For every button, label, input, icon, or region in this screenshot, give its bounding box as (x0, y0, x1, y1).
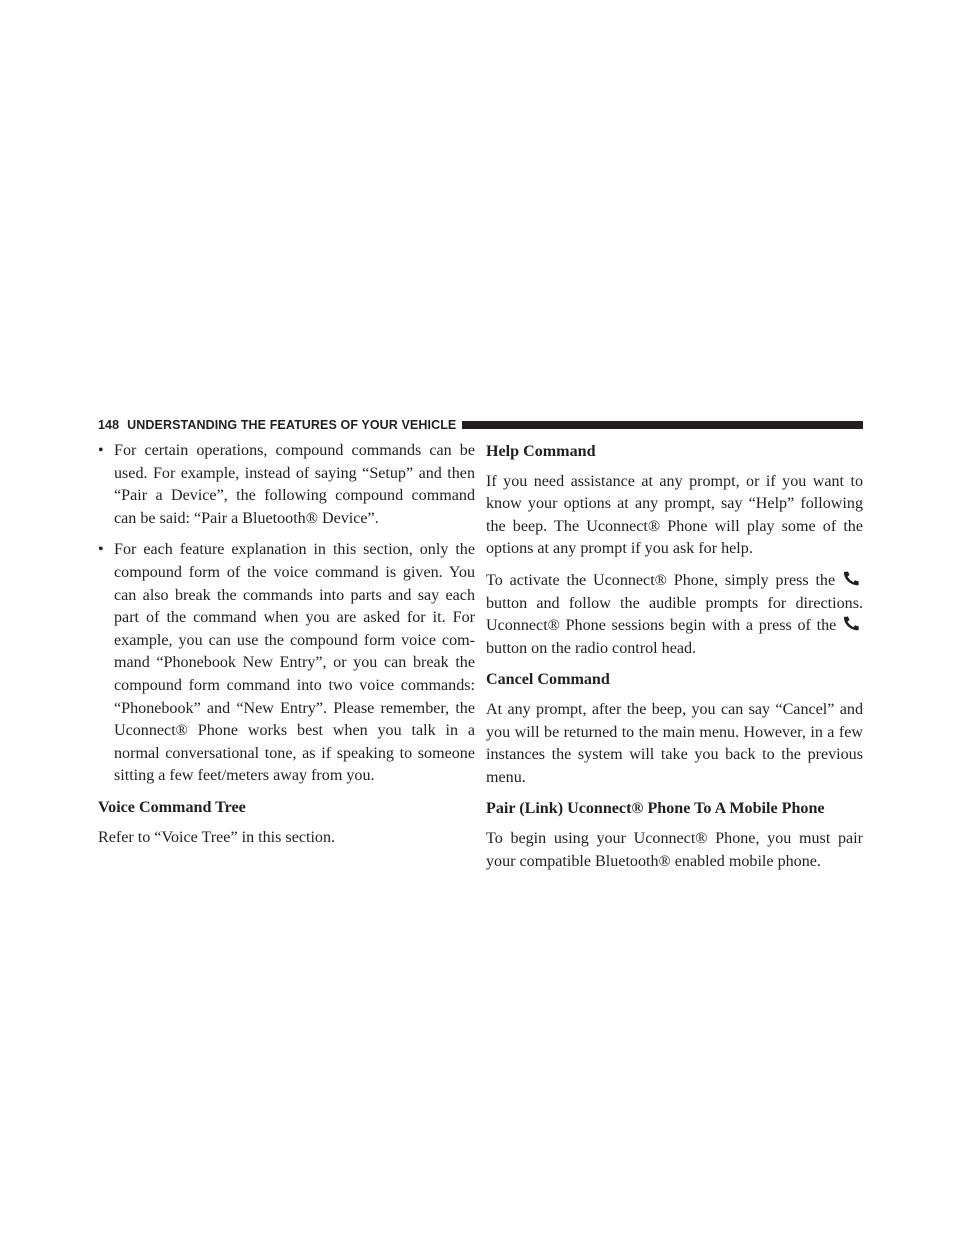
section-title: UNDERSTANDING THE FEATURES OF YOUR VEHICLE (127, 418, 457, 432)
header-rule (462, 421, 863, 429)
bullet-text: For certain operations, compound commands can be used. For example, instead of saying “Setup” and then “Pair a Device”, the following compound command can be said: “Pair a Bluetooth® Device”. (114, 442, 475, 527)
help-command-heading: Help Command (486, 443, 596, 460)
activate-text-start: To activate the Uconnect® Phone, simply press the (486, 571, 836, 589)
page-number: 148 (98, 418, 120, 432)
voice-command-tree-heading: Voice Command Tree (98, 798, 246, 816)
left-column (98, 440, 475, 858)
page-header (98, 417, 863, 433)
pair-phone-text: To begin using your Uconnect® Phone, you must pair your compatible Bluetooth® enabled mobile phone. (486, 829, 863, 870)
cancel-command-heading: Cancel Command (486, 671, 610, 689)
bullet-item-feature-explanation (98, 539, 475, 788)
voice-command-tree-text: Refer to “Voice Tree” in this section. (98, 828, 336, 846)
activate-text-end: button on the radio control head. (486, 639, 697, 657)
phone-handset-icon (842, 616, 862, 631)
bullet-mark: • (98, 541, 104, 559)
pair-phone-heading: Pair (Link) Uconnect® Phone To A Mobile Phone (486, 800, 825, 818)
bullet-item-compound-commands (98, 440, 475, 530)
activate-phone-paragraph (486, 570, 863, 660)
help-command-paragraph: If you need assistance at any prompt, or if you want to know your options at any prompt, say “Help” following the beep. The Uconnect® Phone will play some of the options at any prompt if you ask for help. (486, 472, 863, 558)
bullet-mark: • (98, 442, 104, 459)
phone-handset-icon (842, 571, 862, 586)
activate-text-mid: button and follow the audible prompts for directions. Uconnect® Phone sessions begin with a press of the (486, 594, 863, 635)
cancel-command-text: At any prompt, after the beep, you can say “Cancel” and you will be returned to the main menu. However, in a few instances the system will take you back to the previous menu. (486, 700, 863, 786)
bullet-text: For each feature explanation in this section, only the compound form of the voice command is given. You can also break the commands into parts and say each part of the command when you are asked for it. For example, you can use the compound form voice com- mand “Phonebook New Entry”, or you can break the compound form command into two voice commands: “Phonebook” and “New Entry”. Please remember, the Uconnect® Phone works best when you talk in a normal conversational tone, as if speaking to someone sitting a few feet/meters away from you. (114, 541, 475, 785)
right-column (486, 440, 863, 882)
